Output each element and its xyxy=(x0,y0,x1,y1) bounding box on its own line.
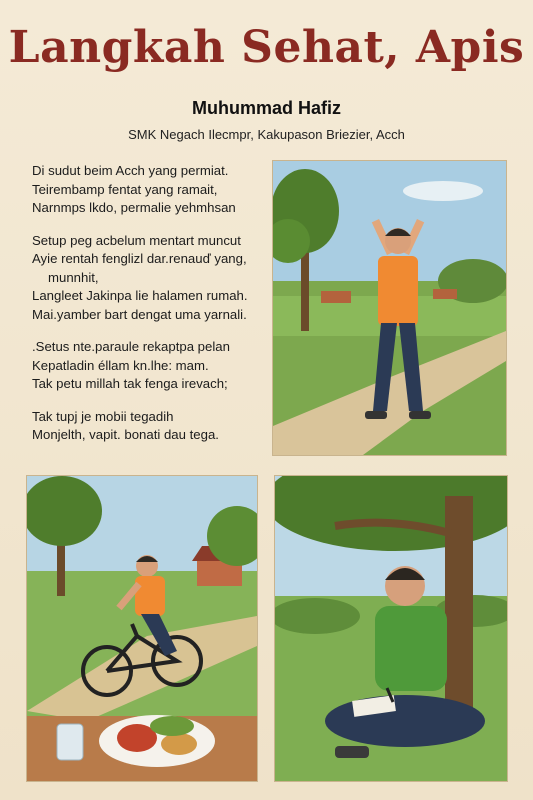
poem-line: Setup peg acbelum mentart muncut xyxy=(32,232,241,248)
poem-line: Ayie rentah fenglizl dar.renauď yang, xyxy=(32,251,247,266)
poster-title: Langkah Sehat, Apis xyxy=(8,22,525,73)
poem-stanza-2 xyxy=(32,232,268,325)
poem-line: Di sudut beim Acch yang permiat. xyxy=(32,163,229,178)
author-name: Muhummad Hafiz xyxy=(191,98,341,118)
stretching-scene-image xyxy=(273,161,506,455)
poem-stanza-3 xyxy=(32,338,268,394)
poem-line: Tak tupj je mobii tegadih xyxy=(32,408,174,424)
poem-line: Tak petu millah tak fenga irevach; xyxy=(32,376,228,391)
poem-line: Mai.yamber bart dengat uma yarnali. xyxy=(32,306,247,322)
poem-line: Monjelth, vapit. bonati dau tega. xyxy=(32,427,219,442)
poem xyxy=(32,162,268,459)
cycling-scene-image xyxy=(27,476,257,781)
poem-line: munnhit, xyxy=(48,269,99,285)
poem-line: .Setus nte.paraule rekaptpa pelan xyxy=(32,339,230,354)
poem-line: Kepatladin éllam kn.lhe: mam. xyxy=(32,357,209,373)
poem-line: Teirembamp fentat yang ramait, xyxy=(32,181,218,197)
illustration-cycling xyxy=(26,475,258,782)
poem-line: Langleet Jakinpa lie halamen rumah. xyxy=(32,288,248,303)
poem-line: Narnmps lkdo, permalie yehmhsan xyxy=(32,200,236,215)
poem-stanza-4 xyxy=(32,408,268,445)
illustration-stretching xyxy=(272,160,507,456)
poem-stanza-1 xyxy=(32,162,268,218)
illustration-writing xyxy=(274,475,508,782)
school-name: SMK Negach Ilecmpr, Kakupason Briezier, Acch xyxy=(128,127,405,142)
writing-scene-image xyxy=(275,476,507,781)
